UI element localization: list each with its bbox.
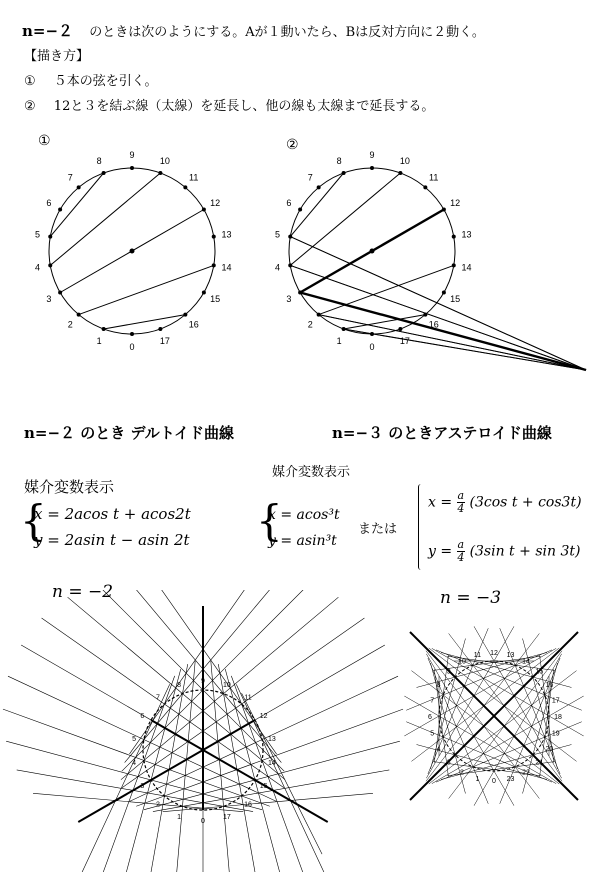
deltoid-envelope-line — [136, 709, 403, 806]
astroid-number-1: 1 — [475, 775, 480, 783]
astroid-number-20: 20 — [545, 746, 554, 753]
fig1-label-2: 2 — [67, 319, 73, 330]
fig1-label-11: 11 — [189, 172, 199, 183]
deltoid-heading: n=−２ のとき デルトイド曲線 — [24, 424, 234, 442]
alt-x-frac-den: 4 — [457, 502, 465, 516]
fig1-label-7: 7 — [67, 172, 73, 183]
astroid-number-7: 7 — [430, 697, 435, 705]
deltoid-envelope-line — [122, 618, 364, 788]
fig2-label-9: 9 — [369, 150, 375, 160]
astroid-number-13: 13 — [506, 652, 515, 660]
deltoid-envelope-line — [3, 709, 270, 806]
deltoid-envelope-line — [129, 590, 250, 754]
deltoid-plot-label: n = −2 — [52, 582, 114, 602]
deltoid-number-11: 11 — [244, 694, 252, 702]
fig2-label-12: 12 — [450, 198, 461, 208]
fig2-point-12 — [442, 208, 446, 212]
fig2-point-15 — [442, 291, 446, 295]
fig2-thick-extension — [300, 293, 586, 371]
astroid-number-19: 19 — [551, 730, 560, 738]
deltoid-number-13: 13 — [268, 735, 276, 743]
fig2-label-3: 3 — [286, 294, 292, 304]
fig2-label-17: 17 — [399, 336, 410, 347]
fig1-chord-4-10 — [50, 173, 160, 265]
fig1-label-16: 16 — [188, 319, 199, 330]
param-left-title: 媒介変数表示 — [24, 478, 115, 496]
astroid-number-15: 15 — [535, 668, 544, 676]
deltoid-number-12: 12 — [259, 713, 268, 720]
deltoid-envelope-line — [42, 618, 284, 788]
fig2-label-10: 10 — [399, 155, 410, 166]
astroid-number-3: 3 — [446, 759, 451, 767]
fig2-point-8 — [342, 171, 346, 175]
alt-y-rhs: (3sin t + sin 3t) — [469, 543, 581, 560]
step-2 — [24, 95, 434, 114]
fig1-point-7 — [77, 185, 81, 189]
envelope-plots — [0, 590, 615, 872]
fig2-point-2 — [317, 313, 321, 317]
alt-y-frac-num: a — [457, 538, 465, 551]
deltoid-envelope-line — [125, 590, 279, 763]
astroid-number-9: 9 — [446, 668, 451, 676]
fig2-point-10 — [398, 171, 402, 175]
alt-brace — [418, 484, 421, 570]
astroid-number-11: 11 — [473, 652, 482, 660]
astroid-number-6: 6 — [428, 714, 432, 721]
alt-y-fraction — [457, 539, 466, 564]
fig2-label-5: 5 — [274, 229, 280, 240]
deltoid-envelope-line — [218, 664, 267, 872]
fig2-label-8: 8 — [336, 155, 342, 166]
deltoid-number-14: 14 — [268, 760, 276, 768]
astroid-number-0: 0 — [492, 778, 496, 785]
figure-1 — [35, 132, 232, 352]
fig1-point-11 — [183, 185, 187, 189]
fig1-label-6: 6 — [46, 198, 52, 208]
fig1-label-12: 12 — [210, 198, 221, 208]
astroid-heading: n=−３ のときアステロイド曲線 — [332, 424, 552, 442]
alt-x-frac-num: a — [457, 489, 465, 502]
deltoid-number-2: 2 — [156, 801, 160, 809]
howto-heading: 【描き方】 — [24, 49, 90, 64]
deltoid-number-4: 4 — [132, 760, 137, 768]
fig1-point-1 — [102, 327, 106, 331]
fig2-point-6 — [298, 208, 302, 212]
fig1-point-15 — [202, 291, 206, 295]
fig2-point-1 — [342, 327, 346, 331]
astroid-number-8: 8 — [436, 682, 441, 689]
fig1-point-0 — [130, 332, 134, 336]
fig2-point-11 — [423, 185, 427, 189]
astroid-plot-label: n = −3 — [440, 588, 502, 608]
fig1-point-6 — [58, 208, 62, 212]
fig2-point-16 — [423, 313, 427, 317]
alt-x-lhs: x = — [428, 494, 453, 511]
fig2-label-4: 4 — [274, 262, 280, 273]
fig2-label-1: 1 — [336, 336, 342, 347]
alt-y-frac-den: 4 — [457, 551, 465, 565]
fig2-extension-b-8 — [290, 237, 586, 370]
deltoid-y-equation: y = 2asin t − asin 2t — [34, 531, 190, 549]
deltoid-number-5: 5 — [132, 735, 137, 743]
construction-figures — [0, 120, 615, 390]
fig2-point-7 — [317, 185, 321, 189]
fig1-point-3 — [58, 291, 62, 295]
fig1-label-4: 4 — [34, 262, 40, 273]
fig2-label-13: 13 — [461, 229, 472, 240]
fig1-point-12 — [202, 208, 206, 212]
intro-line — [22, 20, 485, 41]
astroid-number-17: 17 — [551, 697, 560, 705]
fig1-point-10 — [158, 171, 162, 175]
deltoid-thick-line — [151, 720, 328, 822]
astroid-number-16: 16 — [545, 682, 554, 689]
deltoid-number-16: 16 — [244, 801, 252, 809]
fig1-label-14: 14 — [221, 262, 232, 273]
fig2-label-14: 14 — [461, 262, 472, 273]
fig2-label-0: 0 — [369, 342, 375, 352]
astroid-envelope-line — [411, 668, 559, 784]
fig2-point-5 — [288, 235, 292, 239]
astroid-number-18: 18 — [554, 714, 562, 721]
step-1-number: ① — [24, 74, 36, 89]
deltoid-number-9: 9 — [201, 678, 205, 685]
step-1-text: ５本の弦を引く。 — [53, 74, 158, 89]
fig1-point-14 — [212, 263, 216, 267]
figure-2-mark: ② — [286, 136, 299, 152]
deltoid-number-15: 15 — [259, 783, 268, 790]
astroid-number-10: 10 — [458, 658, 466, 666]
fig1-label-9: 9 — [129, 150, 135, 160]
step-2-number: ② — [24, 99, 36, 114]
astroid-brace: { — [256, 496, 283, 545]
deltoid-plot — [3, 590, 403, 872]
fig1-label-3: 3 — [46, 294, 52, 304]
deltoid-number-10: 10 — [223, 682, 231, 690]
astroid-y-equation: y = asin³t — [268, 533, 337, 549]
fig2-point-3 — [298, 291, 302, 295]
astroid-number-4: 4 — [436, 746, 441, 753]
alt-x-rhs: (3cos t + cos3t) — [469, 494, 582, 511]
deltoid-number-0: 0 — [201, 818, 205, 825]
fig1-chord-3-12 — [60, 210, 204, 293]
n-label: n=−２ — [22, 22, 74, 40]
fig2-extension-b-16 — [344, 329, 586, 370]
deltoid-number-17: 17 — [223, 813, 231, 821]
deltoid-envelope-line — [156, 590, 277, 754]
fig1-chord-1-16 — [104, 315, 186, 329]
fig1-label-1: 1 — [96, 336, 102, 347]
deltoid-number-6: 6 — [140, 713, 145, 720]
deltoid-number-3: 3 — [140, 783, 145, 790]
deltoid-number-7: 7 — [156, 694, 160, 702]
deltoid-brace: { — [20, 496, 47, 545]
astroid-envelope-line — [411, 648, 559, 761]
astroid-number-12: 12 — [490, 650, 498, 657]
fig1-point-8 — [102, 171, 106, 175]
fig2-label-11: 11 — [429, 172, 439, 183]
fig1-point-17 — [158, 327, 162, 331]
fig2-label-16: 16 — [428, 319, 439, 330]
fig2-label-7: 7 — [307, 172, 313, 183]
fig1-label-17: 17 — [159, 336, 170, 347]
astroid-envelope-line — [446, 651, 562, 799]
fig1-point-13 — [212, 235, 216, 239]
fig1-label-10: 10 — [159, 155, 170, 166]
astroid-envelope-line — [446, 633, 562, 781]
fig1-point-4 — [48, 263, 52, 267]
astroid-x-equation: x = acos³t — [268, 507, 340, 523]
astroid-number-14: 14 — [522, 658, 530, 666]
fig1-point-2 — [77, 313, 81, 317]
or-label: または — [358, 522, 398, 537]
fig1-label-8: 8 — [96, 155, 102, 166]
deltoid-thick-line — [78, 720, 255, 822]
deltoid-envelope-line — [17, 770, 253, 812]
deltoid-number-1: 1 — [177, 813, 182, 821]
fig1-point-9 — [130, 166, 134, 170]
param-center-title: 媒介変数表示 — [272, 465, 351, 480]
deltoid-envelope-line — [153, 770, 389, 812]
fig1-label-0: 0 — [129, 342, 135, 352]
deltoid-number-8: 8 — [177, 682, 182, 690]
astroid-envelope-line — [429, 668, 577, 784]
deltoid-envelope-line — [81, 684, 170, 872]
step-1 — [24, 70, 158, 89]
fig2-label-6: 6 — [286, 198, 292, 208]
step-2-text: 12と３を結ぶ線（太線）を延長し、他の線も太線まで延長する。 — [53, 99, 435, 114]
alt-x-equation — [428, 490, 582, 515]
fig1-label-5: 5 — [34, 229, 40, 240]
alt-y-lhs: y = — [428, 543, 453, 560]
astroid-number-23: 23 — [506, 775, 515, 783]
fig1-label-15: 15 — [210, 294, 221, 304]
figure-2 — [275, 136, 586, 370]
astroid-number-5: 5 — [430, 730, 435, 738]
astroid-number-21: 21 — [535, 759, 544, 767]
deltoid-x-equation: x = 2acos t + acos2t — [34, 505, 191, 523]
astroid-number-2: 2 — [460, 769, 464, 777]
fig2-label-2: 2 — [307, 319, 313, 330]
fig2-point-13 — [452, 235, 456, 239]
fig1-point-5 — [48, 235, 52, 239]
astroid-envelope-line — [429, 648, 577, 761]
fig1-label-13: 13 — [221, 229, 232, 240]
intro-description: のときは次のようにする。Aが１動いたら、Bは反対方向に２動く。 — [89, 25, 485, 40]
deltoid-envelope-line — [127, 590, 281, 763]
fig2-point-4 — [288, 263, 292, 267]
fig2-point-0 — [370, 332, 374, 336]
deltoid-envelope-line — [138, 664, 187, 872]
alt-x-fraction — [457, 490, 466, 515]
alt-y-equation — [428, 539, 580, 564]
fig2-point-14 — [452, 263, 456, 267]
fig2-point-17 — [398, 327, 402, 331]
fig2-chord-4-10 — [290, 173, 400, 265]
fig1-point-16 — [183, 313, 187, 317]
astroid-plot — [404, 626, 583, 805]
fig2-point-9 — [370, 166, 374, 170]
figure-1-mark: ① — [38, 132, 51, 148]
astroid-number-22: 22 — [522, 769, 530, 777]
fig2-label-15: 15 — [450, 294, 461, 304]
astroid-envelope-line — [426, 633, 539, 781]
